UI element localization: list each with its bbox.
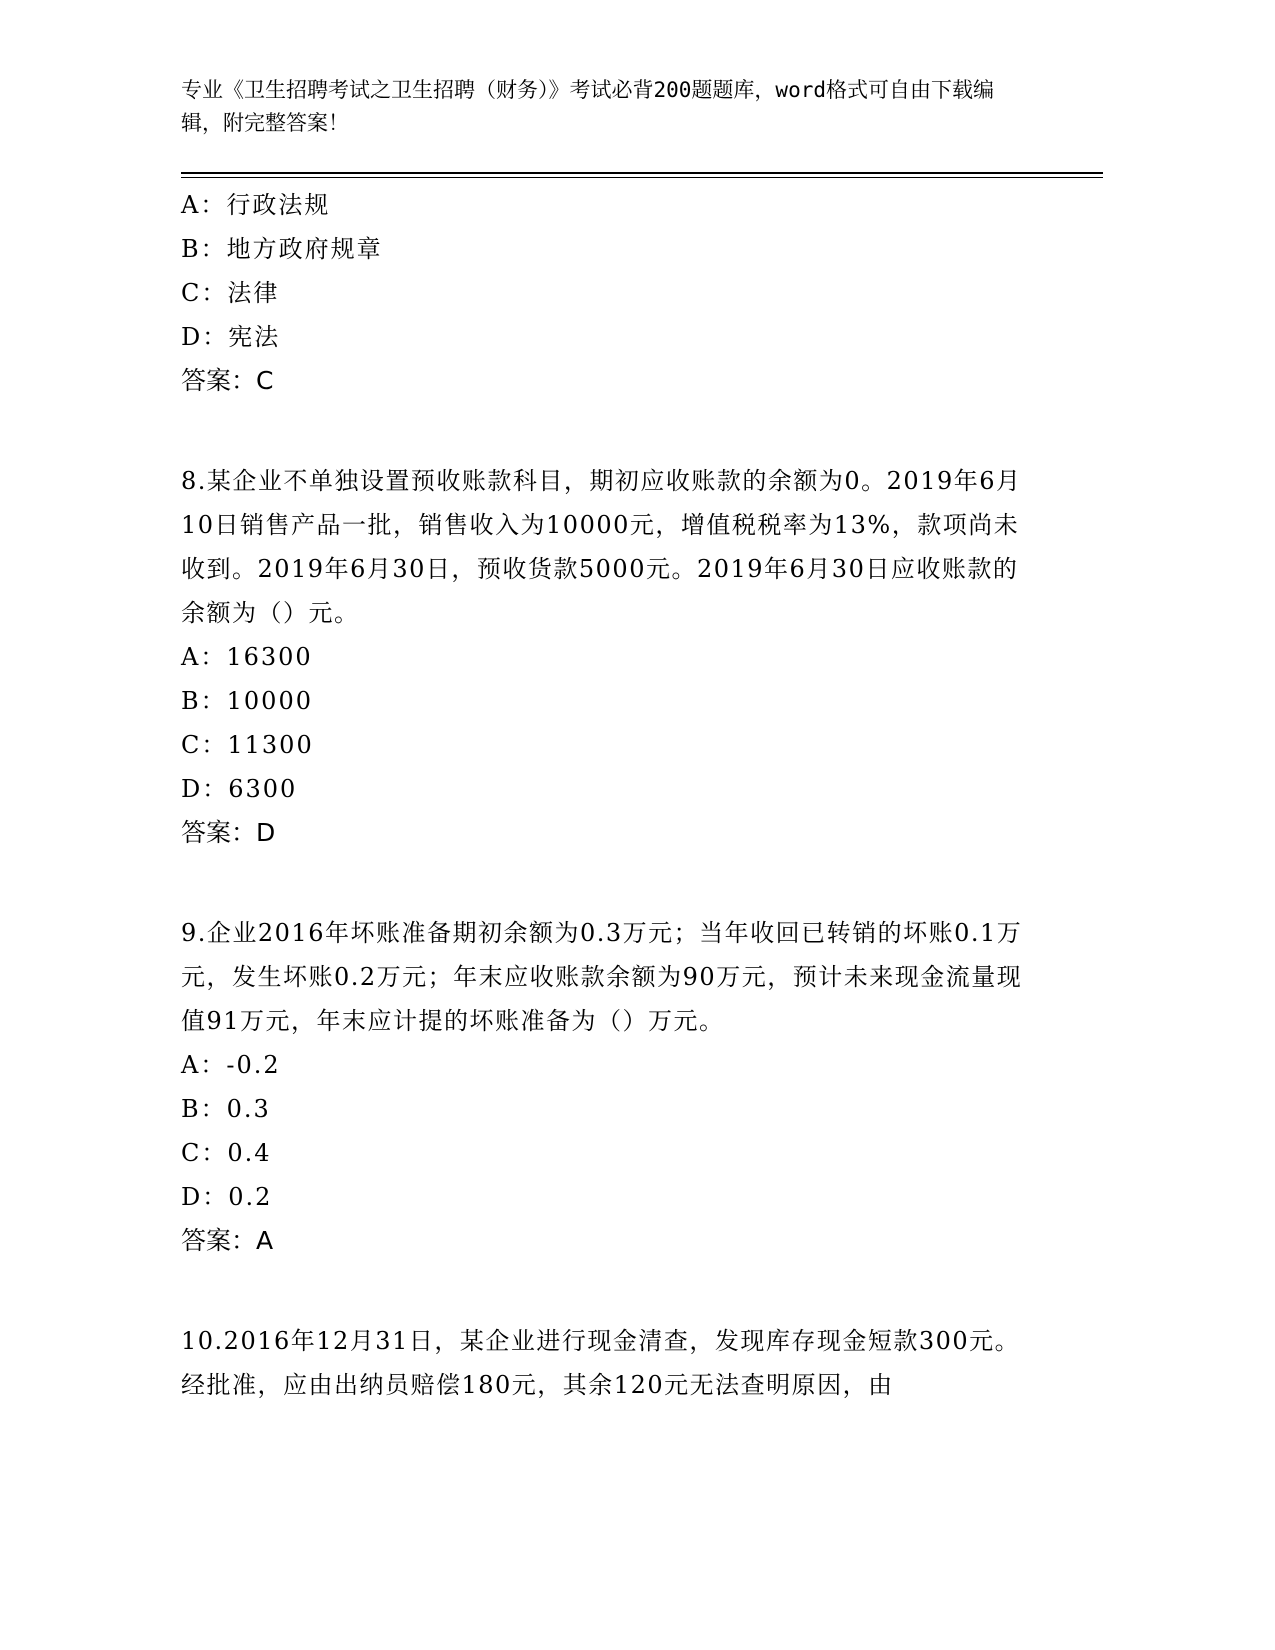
question-stem: 8.某企业不单独设置预收账款科目，期初应收账款的余额为0。2019年6月10日销售产品一批，销售收入为10000元，增值税税率为13%，款项尚未收到。2019年6月30日，预收货款5000元。2019年6月30日应收账款的余额为（）元。	[181, 467, 1022, 627]
header-rule	[181, 172, 1103, 174]
question-stem: 10.2016年12月31日，某企业进行现金清查，发现库存现金短款300元。经批准，应由出纳员赔偿180元，其余120元无法查明原因，由	[181, 1327, 1021, 1399]
answer: 答案：D	[181, 818, 276, 847]
continued-question	[181, 183, 1041, 403]
option-b: B：10000	[181, 687, 313, 715]
option-a: A：行政法规	[181, 191, 331, 219]
question-9	[181, 911, 1041, 1263]
option-c: C：11300	[181, 731, 314, 759]
option-c: C：法律	[181, 279, 280, 307]
option-d: D：6300	[181, 775, 298, 803]
question-10	[181, 1319, 1041, 1407]
option-c: C：0.4	[181, 1139, 272, 1167]
option-a: A：16300	[181, 643, 313, 671]
option-b: B：0.3	[181, 1095, 271, 1123]
answer: 答案：C	[181, 366, 274, 395]
option-d: D：0.2	[181, 1183, 273, 1211]
document-header: 专业《卫生招聘考试之卫生招聘（财务）》考试必背200题题库，word格式可自由下载编辑，附完整答案！	[181, 78, 994, 135]
question-8	[181, 459, 1041, 855]
document-body	[181, 183, 1041, 1407]
header-rule-thin	[181, 177, 1103, 178]
question-stem: 9.企业2016年坏账准备期初余额为0.3万元；当年收回已转销的坏账0.1万元，发生坏账0.2万元；年末应收账款余额为90万元，预计未来现金流量现值91万元，年末应计提的坏账准备为（）万元。	[181, 919, 1023, 1035]
option-d: D：宪法	[181, 323, 281, 351]
option-a: A：-0.2	[181, 1051, 281, 1079]
option-b: B：地方政府规章	[181, 235, 383, 263]
answer: 答案：A	[181, 1226, 274, 1255]
